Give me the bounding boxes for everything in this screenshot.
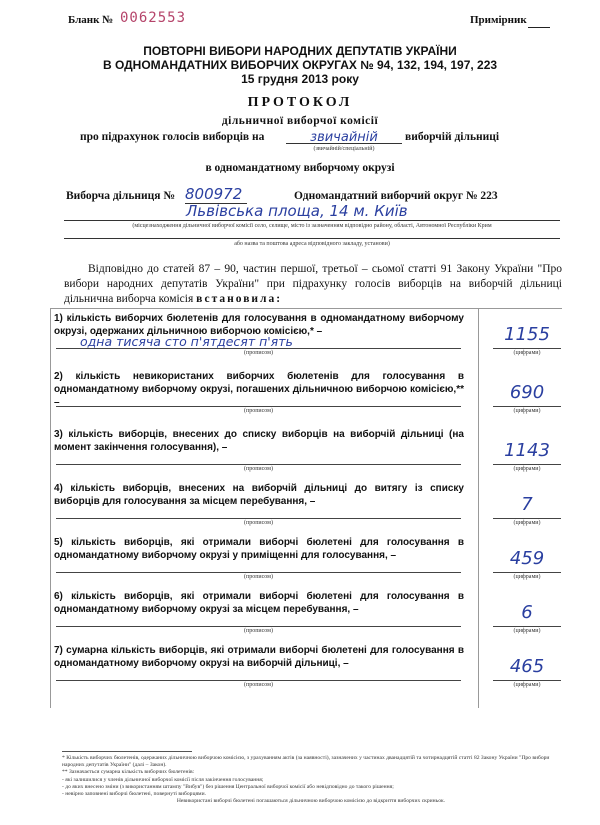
item-figure-value: 690 [509, 382, 545, 403]
protocol-heading: ПРОТОКОЛ [247, 95, 353, 110]
item-2 [50, 370, 562, 424]
count-label: про підрахунок голосів виборців на [80, 131, 265, 143]
protocol-subtitle: дільничної виборчої комісії [221, 115, 379, 127]
station-address-value: Львівська площа, 14 м. Київ [186, 202, 408, 220]
item-words-caption: (прописом) [244, 574, 273, 580]
item-words-caption: (прописом) [244, 408, 273, 414]
item-figure-caption: (цифрами) [513, 682, 541, 688]
item-figure-caption: (цифрами) [513, 350, 541, 356]
intro-text: Відповідно до статей 87 – 90, частин першої, третьої – сьомої статті 91 Закону України "Про вибори народних депутатів України" при підрахунку голосів виборців на виборчій дільниці дільнична виборча комісія [64, 263, 562, 305]
item-words-line [56, 572, 461, 573]
item-figure-value: 465 [509, 656, 545, 677]
footnote-6: Невикористані виборчі бюлетені погашаються дільничною виборчою комісією до відкриття виборчих скриньок. [176, 798, 446, 805]
address-line-2 [64, 238, 560, 239]
footnote-1: * Кількість виборчих бюлетенів, одержаних дільничною виборчою комісією, з урахуванням актів (за наявності), зазначених у частинах дванадцятій та чотирнадцятій статті 82 Закону України "Про вибори народних депутатів України" (далі – Закон). [62, 755, 550, 769]
station-type-field [286, 128, 402, 144]
item-figure-line [493, 572, 561, 573]
district-subtitle: в одномандатному виборчому окрузі [205, 162, 395, 174]
item-words-value: одна тисяча сто п'ятдесят п'ять [80, 334, 293, 349]
item-figure-line [493, 680, 561, 681]
intro-paragraph [64, 262, 562, 307]
item-words-line [56, 518, 461, 519]
item-words-line [56, 406, 461, 407]
election-title-line2: В ОДНОМАНДАТНИХ ВИБОРЧИХ ОКРУГАХ № 94, 132, 194, 197, 223 [102, 58, 498, 72]
footnote-3: - які залишилися у членів дільничної виборчої комісії після закінчення голосування; [62, 776, 264, 783]
station-label: виборчій дільниці [405, 131, 500, 143]
item-description: 7) сумарна кількість виборців, які отримали виборчі бюлетені для голосування в одномандатному виборчому окрузі на виборчій дільниці, – [54, 645, 464, 669]
established-word: встановила: [196, 293, 283, 305]
item-5 [50, 536, 562, 590]
item-figure-line [493, 348, 561, 349]
address-caption: (місцезнаходження дільничної виборчої комісії село, селище, місто із зазначенням відповідно району, області, Автономної Республіки Крим [132, 223, 492, 229]
item-description: 5) кількість виборців, які отримали виборчі бюлетені для голосування в одномандатному виборчому окрузі у приміщенні для голосування, – [54, 537, 464, 561]
item-figure-caption: (цифрами) [513, 520, 541, 526]
item-figure-line [493, 406, 561, 407]
copy-number-line [528, 27, 550, 28]
footnote-separator [62, 751, 192, 752]
item-description: 6) кількість виборців, які отримали виборчі бюлетені для голосування в одномандатному виборчому окрузі за місцем перебування, – [54, 591, 464, 615]
item-words-line [56, 348, 461, 349]
table-top-border [50, 308, 562, 309]
item-description: 3) кількість виборців, внесених до списку виборців на виборчій дільниці (на момент закінчення голосування), – [54, 429, 464, 453]
item-words-caption: (прописом) [244, 682, 273, 688]
item-figure-value: 1155 [504, 324, 550, 345]
item-1 [50, 312, 562, 366]
footnote-2: ** Зазначається сумарна кількість виборчих бюлетенів: [62, 769, 195, 776]
footnotes [62, 755, 560, 805]
item-figure-line [493, 464, 561, 465]
station-type-caption: (звичайній/спеціальній) [313, 146, 375, 152]
item-words-line [56, 464, 461, 465]
address-caption-2: або назва та поштова адреса відповідного закладу, установи) [234, 241, 390, 247]
item-4 [50, 482, 562, 536]
copy-label: Примірник [470, 14, 527, 26]
election-date: 15 грудня 2013 року [241, 72, 359, 86]
item-6 [50, 590, 562, 644]
station-number-value: 800972 [185, 185, 243, 203]
item-words-caption: (прописом) [244, 520, 273, 526]
item-7 [50, 644, 562, 698]
district-number: Одномандатний виборчий округ № 223 [294, 190, 498, 202]
item-figure-value: 1143 [504, 440, 550, 461]
item-figure-caption: (цифрами) [513, 408, 541, 414]
item-words-caption: (прописом) [244, 350, 273, 356]
item-words-caption: (прописом) [244, 466, 273, 472]
station-type-value: звичайній [310, 130, 378, 145]
item-figure-value: 7 [521, 494, 533, 515]
item-3 [50, 428, 562, 482]
form-serial-number: 0062553 [120, 10, 187, 26]
election-title-line1: ПОВТОРНІ ВИБОРИ НАРОДНИХ ДЕПУТАТІВ УКРАЇНИ [143, 44, 457, 58]
station-number-label: Виборча дільниця № [66, 190, 175, 202]
item-figure-value: 459 [509, 548, 545, 569]
item-figure-caption: (цифрами) [513, 466, 541, 472]
item-words-line [56, 680, 461, 681]
item-description: 4) кількість виборців, внесених на виборчій дільниці до витягу із списку виборців для голосування за місцем перебування, – [54, 483, 464, 507]
item-figure-line [493, 626, 561, 627]
item-figure-value: 6 [521, 602, 533, 623]
footnote-5: - невірно заповнені виборчі бюлетені, повернуті виборцями. [62, 791, 206, 798]
item-description: 2) кількість невикористаних виборчих бюлетенів для голосування в одномандатному виборчому окрузі, погашених дільничною виборчою комісією,** – [54, 371, 464, 408]
item-description: 1) кількість виборчих бюлетенів для голосування в одномандатному виборчому окрузі, одержаних дільничною виборчою комісією,* – [54, 313, 464, 337]
item-figure-line [493, 518, 561, 519]
item-words-line [56, 626, 461, 627]
item-figure-caption: (цифрами) [513, 574, 541, 580]
footnote-4: - до яких внесено зміни (з використанням штампу "Вибув") без рішення Центральної виборчої комісії або невідповідно до такого рішення; [62, 783, 394, 790]
item-words-caption: (прописом) [244, 628, 273, 634]
address-line [64, 220, 560, 221]
form-number-label: Бланк № [68, 14, 114, 26]
item-figure-caption: (цифрами) [513, 628, 541, 634]
